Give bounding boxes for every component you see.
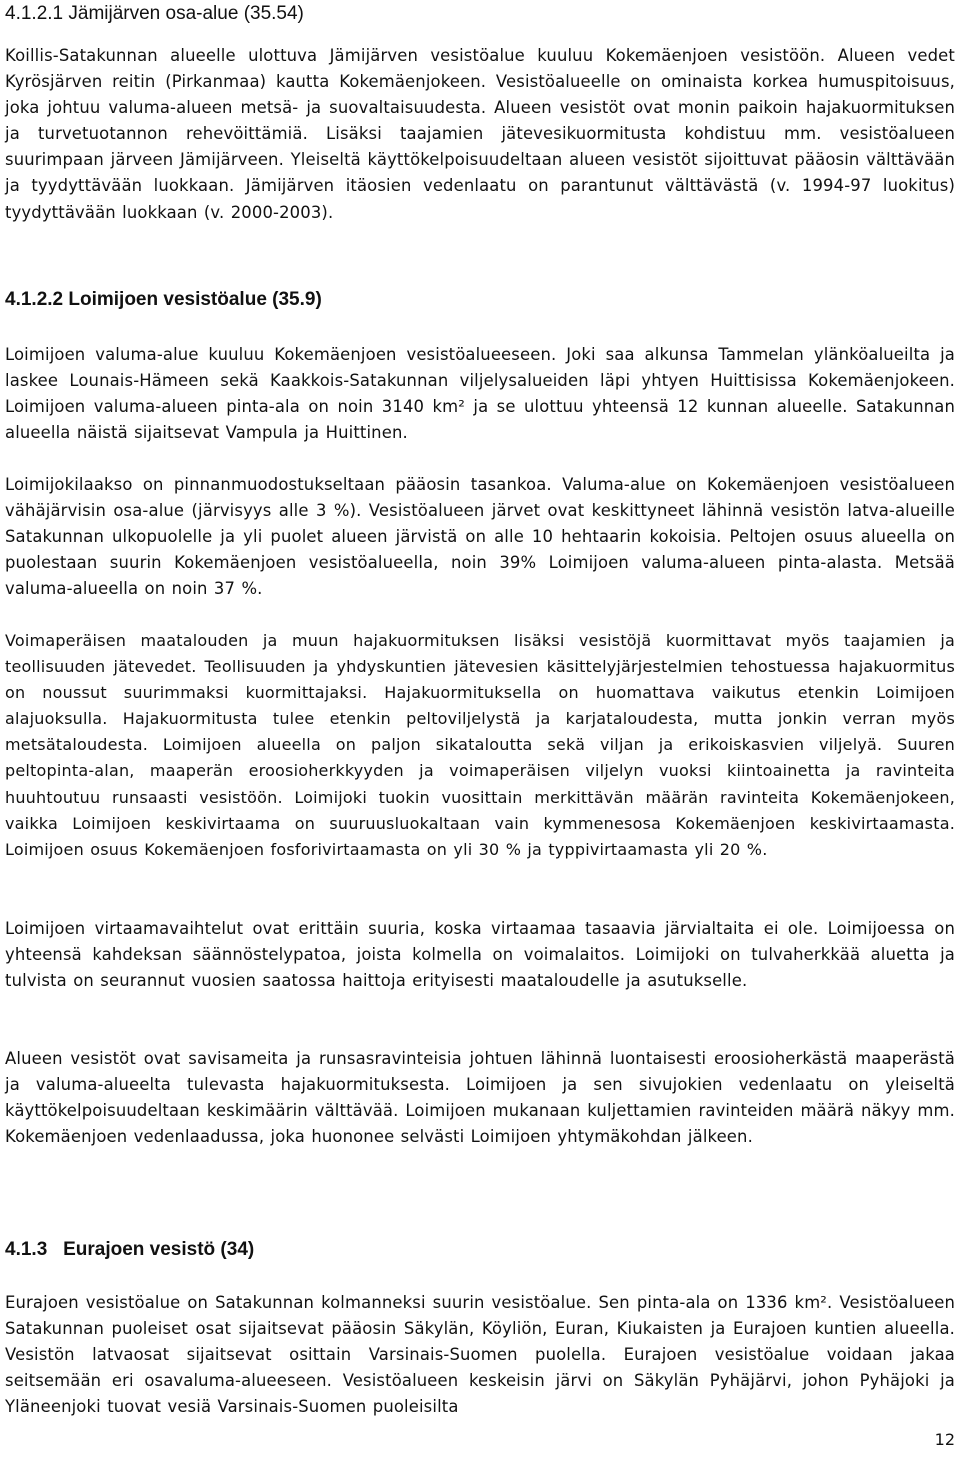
paragraph-eurajoki: Eurajoen vesistöalue on Satakunnan kolmanneksi suurin vesistöalue. Sen pinta-ala on 1336 km². Vesistöalueen Satakunnan puoleiset osat sijaitsevat pääosin Säkylän, Köyliön, Euran, Kiukaisten ja Eurajoen kuntien alueella. Vesistön latvaosat sijaitsevat osittain Varsinais-Suomen puolella. Eurajoen vesistöalue voidaan jakaa seitsemään eri osavaluma-alueeseen. Vesistöalueen keskeisin järvi on Säkylän Pyhäjärvi, johon Pyhäjoki ja Yläneenjoki tuovat vesiä Varsinais-Suomen puoleisilta — [5, 1293, 955, 1417]
page-number: 12 — [934, 1430, 955, 1449]
paragraph-loimijoki-1: Loimijoen valuma-alue kuuluu Kokemäenjoen vesistöalueeseen. Joki saa alkunsa Tammelan ylänköalueilta ja laskee Lounais-Hämeen sekä Kaakkois-Satakunnan viljelysalueiden läpi yhtyen Huittisissa Kokemäenjokeen. Loimijoen valuma-alueen pinta-ala on noin 3140 km² ja se ulottuu yhteensä 12 kunnan alueelle. Satakunnan alueella näistä sijaitsevat Vampula ja Huittinen. — [5, 345, 955, 443]
section-heading-loimijoki: 4.1.2.2 Loimijoen vesistöalue (35.9) — [5, 289, 322, 310]
paragraph-jamijarvi: Koillis-Satakunnan alueelle ulottuva Jämijärven vesistöalue kuuluu Kokemäenjoen vesistöön. Alueen vedet Kyrösjärven reitin (Pirkanmaa) kautta Kokemäenjokeen. Vesistöalueelle on ominaista korkea humuspitoisuus, joka johtuu valuma-alueen metsä- ja suovaltaisuudesta. Alueen vesistöt ovat monin paikoin hajakuormituksen ja turvetuotannon rehevöittämiä. Lisäksi taajamien jätevesikuormitusta kohdistuu mm. vesistöalueen suurimpaan järveen Jämijärveen. Yleiseltä käyttökelpoisuudeltaan alueen vesistöt sijoittuvat pääosin välttävään ja tyydyttävään luokkaan. Jämijärven itäosien vedenlaatu on parantunut välttävästä (v. 1994-97 luokitus) tyydyttävään luokkaan (v. 2000-2003). — [5, 46, 955, 222]
section-heading-jamijarvi: 4.1.2.1 Jämijärven osa-alue (35.54) — [5, 3, 304, 24]
paragraph-loimijoki-3: Voimaperäisen maatalouden ja muun hajakuormituksen lisäksi vesistöjä kuormittavat myös taajamien ja teollisuuden jätevedet. Teollisuuden ja yhdyskuntien jätevesien käsittelyjärjestelmien tehostuessa hajakuormitus on noussut suurimmaksi kuormittajaksi. Hajakuormituksella on huomattava vaikutus etenkin Loimijoen alajuoksulla. Hajakuormitusta tulee etenkin peltoviljelystä ja karjataloudesta, mutta jonkin verran myös metsätaloudesta. Loimijoen alueella on paljon sikataloutta sekä viljan ja erikoiskasvien viljelyä. Suuren peltopinta-alan, maaperän eroosioherkkyyden ja voimaperäisen viljelyn vuoksi kiintoainetta ja ravinteita huuhtoutuu runsaasti vesistöön. Loimijoki tuokin vuosittain merkittävän määrän ravinteita Kokemäenjokeen, vaikka Loimijoen keskivirtaama on suuruusluokaltaan vain kymmenesosa Kokemäenjoen keskivirtaamasta. Loimijoen osuus Kokemäenjoen fosforivirtaamasta on yli 30 % ja typpivirtaamasta yli 20 %. — [5, 631, 955, 859]
paragraph-loimijoki-2: Loimijokilaakso on pinnanmuodostukseltaan pääosin tasankoa. Valuma-alue on Kokemäenjoen vesistöalueen vähäjärvisin osa-alue (järvisyys alle 3 %). Vesistöalueen järvet ovat keskittyneet lähinnä vesistön latva-alueille Satakunnan ulkopuolelle ja yli puolet alueen järvistä on alle 10 hehtaarin kokoisia. Peltojen osuus alueella on puolestaan suurin Kokemäenjoen vesistöalueella, noin 39% Loimijoen valuma-alueen pinta-alasta. Metsää valuma-alueella on noin 37 %. — [5, 475, 955, 599]
paragraph-loimijoki-4: Loimijoen virtaamavaihtelut ovat erittäin suuria, koska virtaamaa tasaavia järvialtaita ei ole. Loimijoessa on yhteensä kahdeksan säännöstelypatoa, joista kolmella on voimalaitos. Loimijoki on tulvaherkkää aluetta ja tulvista on seurannut vuosien saatossa haittoja erityisesti maataloudelle ja asutukselle. — [5, 919, 955, 991]
section-heading-eurajoki: 4.1.3 Eurajoen vesistö (34) — [5, 1239, 255, 1260]
paragraph-loimijoki-5: Alueen vesistöt ovat savisameita ja runsasravinteisia johtuen lähinnä luontaisesti eroosioherkästä maaperästä ja valuma-alueelta tulevasta hajakuormituksesta. Loimijoen ja sen sivujokien vedenlaatu on yleiseltä käyttökelpoisuudeltaan keskimäärin välttävää. Loimijoen mukanaan kuljettamien ravinteiden määrä näkyy mm. Kokemäenjoen vedenlaadussa, joka huononee selvästi Loimijoen yhtymäkohdan jälkeen. — [5, 1049, 955, 1147]
